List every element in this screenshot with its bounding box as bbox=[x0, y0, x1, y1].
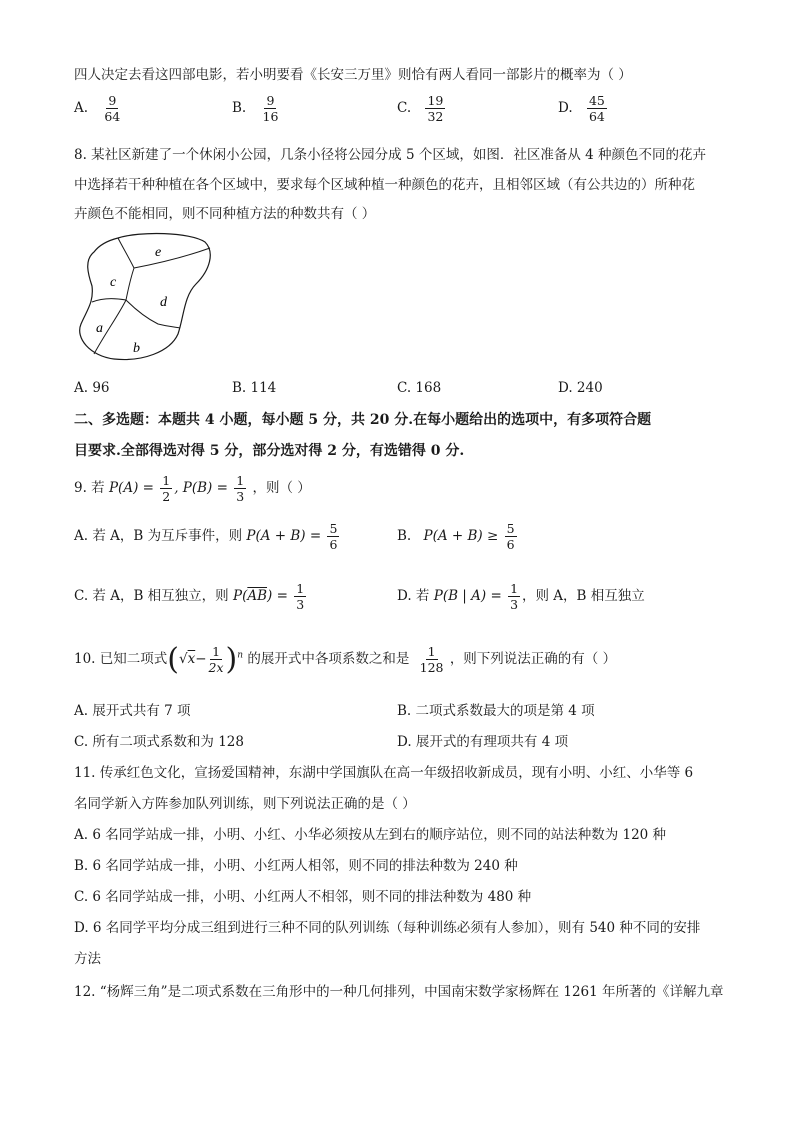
q7-option-c bbox=[397, 94, 447, 123]
frac-den: 32 bbox=[427, 109, 444, 125]
path-ca bbox=[92, 299, 126, 302]
q8-line-2: 中选择若干种种植在各个区域中，要求每个区域种植一种颜色的花卉，且相邻区域（有公共边的）所种花 bbox=[74, 177, 695, 193]
frac-den: 6 bbox=[506, 537, 515, 553]
frac-num: 5 bbox=[506, 521, 515, 536]
q9-option-c-text: C. 若 A，B 相互独立，则 bbox=[74, 588, 229, 605]
sqrt-var: x bbox=[187, 651, 196, 667]
q9-option-a-expr: P(A + B) = bbox=[246, 528, 322, 545]
minus-sign: − bbox=[195, 651, 207, 667]
q10-prefix: 10. 已知二项式 bbox=[74, 651, 168, 667]
q11-option-b: B. 6 名同学站成一排，小明、小红两人相邻，则不同的排法种数为 240 种 bbox=[74, 858, 518, 874]
frac-den: 64 bbox=[588, 109, 605, 125]
frac-den: 6 bbox=[329, 537, 338, 553]
q10-middle: 的展开式中各项系数之和是 bbox=[247, 651, 410, 667]
region-label-d: d bbox=[160, 295, 167, 310]
path-e-top bbox=[118, 238, 134, 268]
q11-line-1: 11. 传承红色文化，宣扬爱国精神，东湖中学国旗队在高一年级招收新成员，现有小明、小红、小华等 6 bbox=[74, 765, 694, 781]
q7-stem: 四人决定去看这四部电影，若小明要看《长安三万里》则恰有两人看同一部影片的概率为（ ） bbox=[74, 67, 632, 83]
region-label-b: b bbox=[133, 341, 140, 356]
path-bd bbox=[126, 300, 180, 328]
park-region-figure bbox=[70, 228, 220, 368]
option-label: C. bbox=[397, 100, 412, 117]
q7-option-d bbox=[558, 94, 609, 123]
q8-line-3: 卉颜色不能相同，则不同种植方法的种数共有（ ） bbox=[74, 206, 376, 222]
frac-num: 45 bbox=[588, 93, 605, 108]
frac-num: 1 bbox=[510, 581, 519, 596]
q10-option-b: B. 二项式系数最大的项是第 4 项 bbox=[397, 703, 595, 719]
q9-suffix: ，则（ ） bbox=[252, 480, 311, 497]
q11-option-c: C. 6 名同学站成一排，小明、小红两人不相邻，则不同的排法种数为 480 种 bbox=[74, 889, 532, 905]
region-label-a: a bbox=[96, 321, 103, 336]
frac-num: 5 bbox=[329, 521, 338, 536]
q11-option-a: A. 6 名同学站成一排，小明、小红、小华必须按从左到右的顺序站位，则不同的站法种数为 120 种 bbox=[74, 827, 667, 843]
frac-den: 64 bbox=[104, 109, 121, 125]
q10-option-a: A. 展开式共有 7 项 bbox=[74, 703, 191, 719]
frac-num: 1 bbox=[162, 473, 171, 488]
frac-num: 1 bbox=[296, 581, 305, 596]
q9-pb: , P(B) = bbox=[174, 480, 228, 497]
q10-suffix: ，则下列说法正确的有（ ） bbox=[449, 651, 617, 667]
frac-den: 3 bbox=[236, 489, 245, 505]
q9-option-a-text: A. 若 A，B 为互斥事件，则 bbox=[74, 528, 243, 545]
q9-option-c bbox=[74, 582, 308, 611]
frac-den: 3 bbox=[296, 597, 305, 613]
exponent: n bbox=[237, 650, 244, 661]
q9-option-b-expr: P(A + B) ≥ bbox=[423, 528, 499, 545]
frac-num: 9 bbox=[266, 93, 275, 108]
frac-den: 16 bbox=[262, 109, 279, 125]
q11-option-d-continued: 方法 bbox=[74, 951, 101, 967]
frac-num: 9 bbox=[108, 93, 117, 108]
frac-num: 1 bbox=[427, 643, 436, 659]
q9-option-d bbox=[397, 582, 645, 611]
q9-option-c-bar: $\overline{AB}$ bbox=[247, 588, 268, 605]
q9-option-b bbox=[397, 522, 519, 551]
q11-option-d: D. 6 名同学平均分成三组到进行三种不同的队列训练（每种训练必须有人参加），则有 540 种不同的安排 bbox=[74, 920, 701, 936]
q9-pa: P(A) = bbox=[108, 480, 154, 497]
region-label-e: e bbox=[155, 245, 162, 260]
q9-option-d-tail: ，则 A，B 相互独立 bbox=[522, 588, 645, 605]
frac-num: 19 bbox=[427, 93, 444, 108]
frac-den: 2x bbox=[208, 660, 224, 675]
q8-option-b: B. 114 bbox=[232, 380, 277, 396]
park-outline bbox=[80, 233, 211, 359]
frac-den: 128 bbox=[419, 660, 444, 675]
left-paren: ( bbox=[167, 642, 179, 677]
q10-option-d: D. 展开式的有理项共有 4 项 bbox=[397, 734, 569, 750]
q7-option-b bbox=[232, 94, 280, 123]
q9-stem bbox=[74, 474, 311, 503]
q11-line-2: 名同学新入方阵参加队列训练，则下列说法正确的是（ ） bbox=[74, 796, 416, 812]
q9-option-c-expr2: ) = bbox=[267, 588, 288, 605]
q8-option-d: D. 240 bbox=[558, 380, 603, 396]
frac-den: 2 bbox=[162, 489, 171, 505]
sqrt-symbol: √ bbox=[178, 651, 188, 667]
q9-option-c-expr: P( bbox=[232, 588, 248, 605]
q9-option-b-text: B. bbox=[397, 528, 412, 545]
q9-option-d-expr: P(B | A) = bbox=[433, 588, 502, 605]
right-paren: ) bbox=[225, 642, 238, 677]
q10-stem bbox=[74, 642, 616, 677]
path-cd bbox=[126, 268, 134, 300]
option-label: B. bbox=[232, 100, 247, 117]
frac-den: 3 bbox=[510, 597, 519, 613]
section-heading-line-2: 目要求.全部得选对得 5 分，部分选对得 2 分，有选错得 0 分. bbox=[74, 443, 465, 459]
option-label: A. bbox=[74, 100, 89, 117]
frac-num: 1 bbox=[212, 643, 221, 659]
q8-option-a: A. 96 bbox=[74, 380, 110, 396]
region-label-c: c bbox=[110, 275, 117, 290]
q10-option-c: C. 所有二项式系数和为 128 bbox=[74, 734, 244, 750]
q9-option-d-text: D. 若 bbox=[397, 588, 430, 605]
section-heading-line-1: 二、多选题：本题共 4 小题，每小题 5 分，共 20 分.在每小题给出的选项中，有多项符合题 bbox=[74, 412, 652, 428]
q7-option-a bbox=[74, 94, 122, 123]
q8-line-1: 8. 某社区新建了一个休闲小公园，几条小径将公园分成 5 个区域，如图．社区准备从 4 种颜色不同的花卉 bbox=[74, 147, 707, 163]
q8-option-c: C. 168 bbox=[397, 380, 442, 396]
q9-option-a bbox=[74, 522, 341, 551]
q12-line-1: 12. “杨辉三角”是二项式系数在三角形中的一种几何排列，中国南宋数学家杨辉在 1261 年所著的《详解九章 bbox=[74, 984, 724, 1000]
frac-num: 1 bbox=[236, 473, 245, 488]
option-label: D. bbox=[558, 100, 573, 117]
q9-prefix: 9. 若 bbox=[74, 480, 105, 497]
path-e-bottom bbox=[134, 248, 210, 268]
